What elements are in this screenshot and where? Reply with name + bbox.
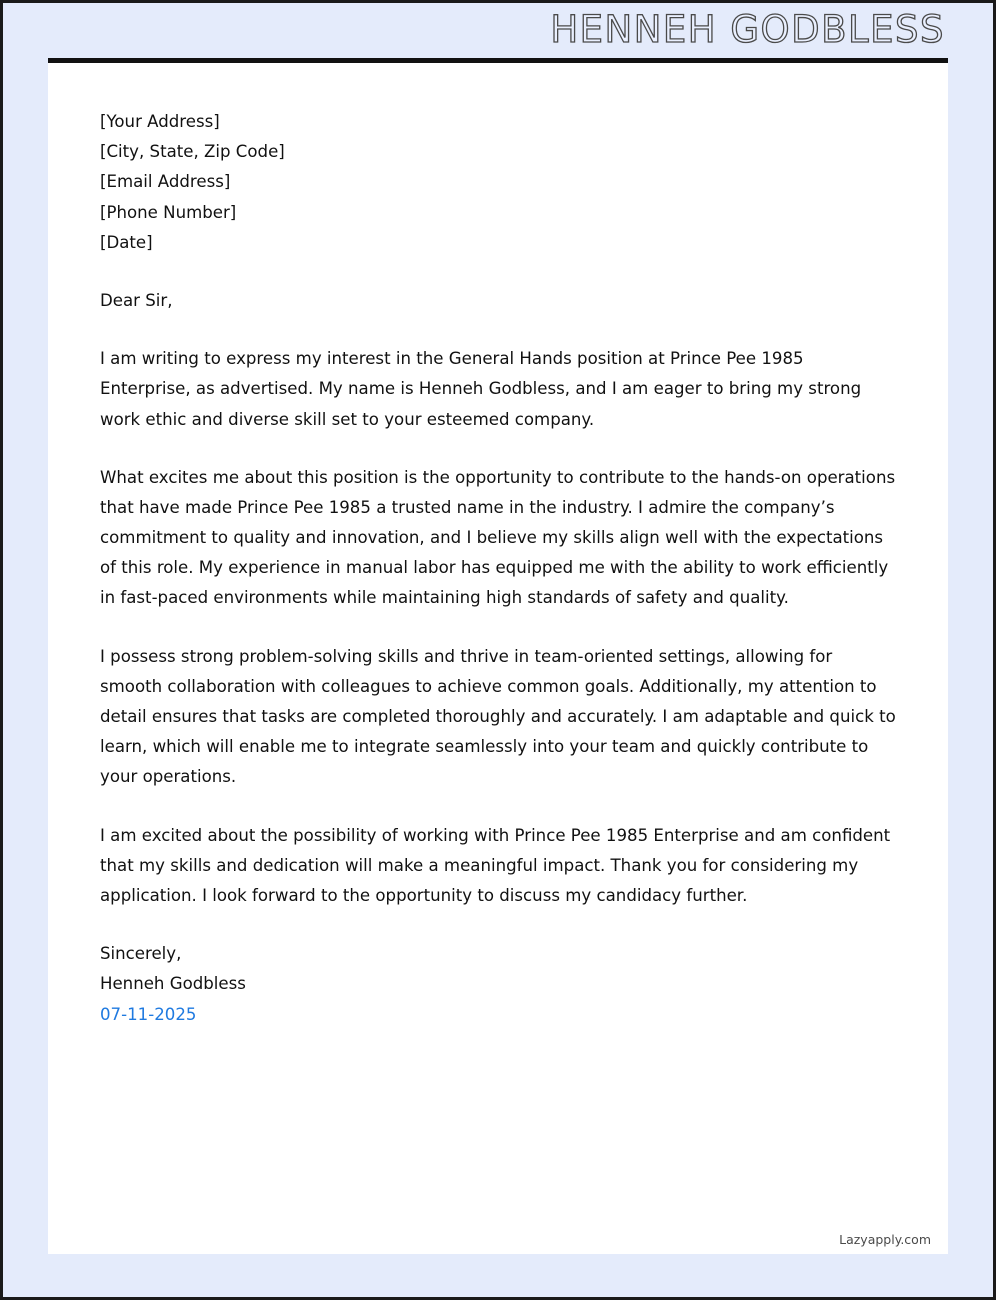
watermark: Lazyapply.com <box>839 1232 931 1247</box>
salutation: Dear Sir, <box>100 290 173 310</box>
spacer <box>100 911 896 939</box>
letter-date[interactable]: 07-11-2025 <box>100 1004 197 1024</box>
address-line: [Email Address] <box>100 172 231 192</box>
address-line: [Date] <box>100 232 153 252</box>
letter-paragraph: I am excited about the possibility of working with Prince Pee 1985 Enterprise and am confident that my skills and dedication will make a meaningful impact. Thank you for considering my application. I look forward to the opportunity to discuss my candidacy further. <box>100 825 891 905</box>
applicant-name-heading: HENNEH GODBLESS <box>550 7 945 51</box>
address-line: [Phone Number] <box>100 202 237 222</box>
spacer <box>100 614 896 642</box>
spacer <box>100 793 896 821</box>
letter-paragraph: I possess strong problem-solving skills and thrive in team-oriented settings, allowing for smooth collaboration with colleagues to achieve common goals. Additionally, my attention to detail ensures that tasks are completed thoroughly and accurately. I am adaptable and quick to learn, which will enable me to integrate seamlessly into your team and quickly contribute to your operations. <box>100 646 896 787</box>
address-line: [City, State, Zip Code] <box>100 142 285 162</box>
letter-paragraph: I am writing to express my interest in the General Hands position at Prince Pee 1985 Enterprise, as advertised. My name is Henneh Godbless, and I am eager to bring my strong work ethic and diverse skill set to your esteemed company. <box>100 349 862 429</box>
spacer <box>100 435 896 463</box>
address-line: [Your Address] <box>100 112 220 131</box>
closing: Sincerely, <box>100 944 182 964</box>
spacer <box>100 258 896 286</box>
cover-letter-body <box>100 107 896 1030</box>
spacer <box>100 316 896 344</box>
cover-letter-sheet <box>48 58 948 1254</box>
signature-name: Henneh Godbless <box>100 974 246 994</box>
letter-paragraph: What excites me about this position is the opportunity to contribute to the hands-on operations that have made Prince Pee 1985 a trusted name in the industry. I admire the company’s commitment to quality and innovation, and I believe my skills align well with the expectations of this role. My experience in manual labor has equipped me with the ability to work efficiently in fast-paced environments while maintaining high standards of safety and quality. <box>100 467 896 608</box>
document-header <box>3 3 993 55</box>
